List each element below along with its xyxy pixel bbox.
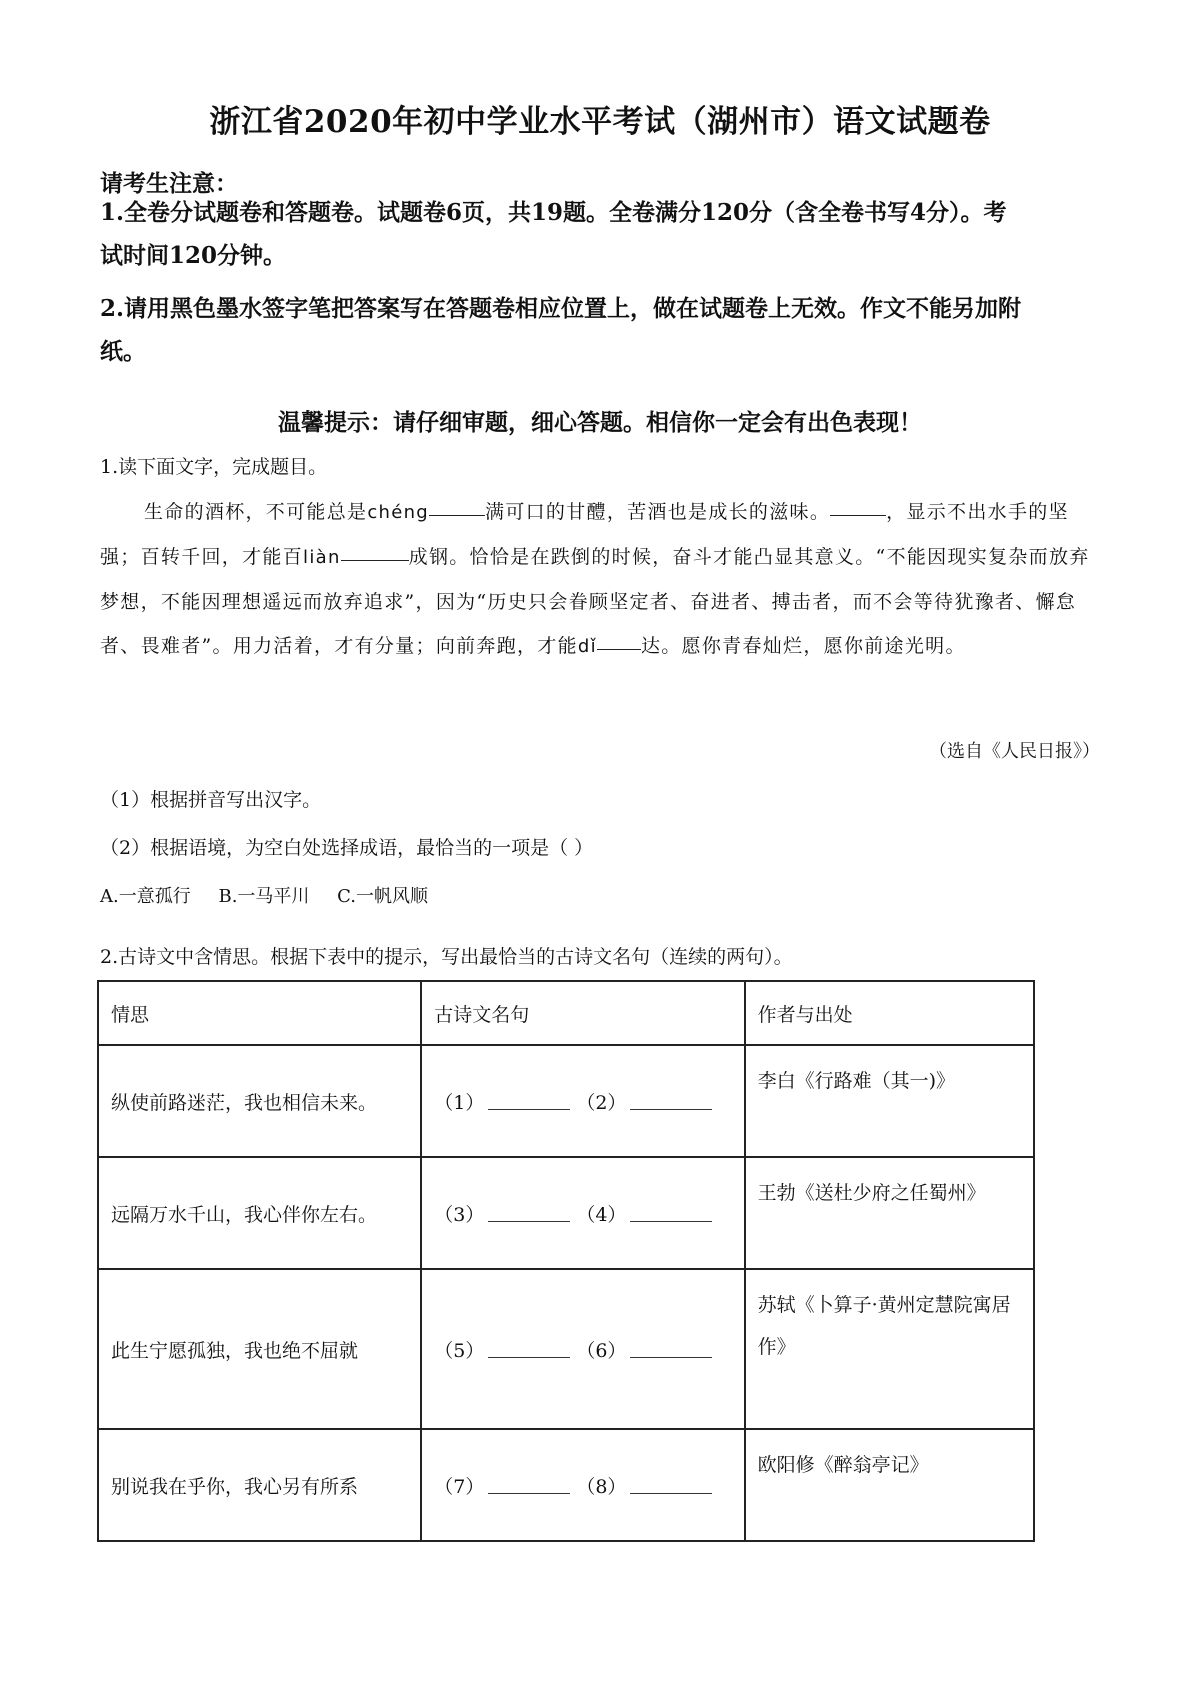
- row-verse: [421, 1045, 744, 1157]
- header-author: 作者与出处: [745, 981, 1034, 1045]
- notice-item-1-line-1: 1.全卷分试题卷和答题卷。试题卷6页，共19题。全卷满分120分（含全卷书写4分）。考: [100, 199, 1007, 226]
- row-feeling: 别说我在乎你，我心另有所系: [98, 1429, 421, 1541]
- row-verse: [421, 1429, 744, 1541]
- passage-text: ，显示不出水手的坚强；百转千回，才能百: [100, 501, 1069, 568]
- row-author: 王勃《送杜少府之任蜀州》: [745, 1157, 1034, 1269]
- notice-heading: 请考生注意：: [100, 170, 238, 197]
- question-1-sub-2: （2）根据语境，为空白处选择成语，最恰当的一项是（ ）: [100, 837, 594, 859]
- blank-number: （5）: [434, 1339, 485, 1362]
- table-header-row: [98, 981, 1034, 1045]
- poetry-table: [97, 980, 1035, 1542]
- passage-text: 满可口的甘醴，苦酒也是成长的滋味。: [485, 501, 831, 523]
- blank-line: [341, 559, 409, 561]
- blank-number: （1）: [434, 1091, 485, 1114]
- option-c: C.一帆风顺: [337, 886, 429, 907]
- passage-text: 达。愿你青春灿烂，愿你前途光明。: [640, 635, 966, 657]
- row-verse: [421, 1157, 744, 1269]
- answer-blank[interactable]: [630, 1356, 712, 1358]
- table-row: [98, 1429, 1034, 1541]
- page-title: 浙江省2020年初中学业水平考试（湖州市）语文试题卷: [209, 104, 991, 140]
- row-author: 苏轼《卜算子·黄州定慧院寓居作》: [745, 1269, 1034, 1429]
- row-author: 欧阳修《醉翁亭记》: [745, 1429, 1034, 1541]
- answer-blank[interactable]: [488, 1220, 570, 1222]
- header-verse: 古诗文名句: [421, 981, 744, 1045]
- option-b: B.一马平川: [218, 886, 310, 907]
- table-row: [98, 1157, 1034, 1269]
- row-author: 李白《行路难（其一)》: [745, 1045, 1034, 1157]
- passage-text: 生命的酒杯，不可能总是: [144, 501, 368, 523]
- row-feeling: 远隔万水千山，我心伴你左右。: [98, 1157, 421, 1269]
- blank-line: [597, 648, 641, 650]
- notice-item-1-line-2: 试时间120分钟。: [100, 242, 287, 269]
- answer-blank[interactable]: [488, 1108, 570, 1110]
- table-row: [98, 1269, 1034, 1429]
- answer-blank[interactable]: [488, 1356, 570, 1358]
- pinyin-3: dǐ: [577, 636, 597, 657]
- pinyin-2: liàn: [303, 547, 341, 568]
- blank-number: （7）: [434, 1475, 485, 1498]
- passage-text: 成钢。恰恰是在跌倒的时候，奋斗才能凸显其意义。“不能因现实复杂而放弃梦想，不能因理想遥远而放弃追求”，因为“历史只会眷顾坚定者、奋进者、搏击者，而不会等待犹豫者、懈怠者、畏难者”。用力活着，才有分量；向前奔跑，才能: [100, 546, 1090, 657]
- answer-blank[interactable]: [630, 1108, 712, 1110]
- question-1-sub-1: （1）根据拼音写出汉字。: [100, 789, 322, 811]
- question-1-options: [100, 882, 450, 908]
- question-2-prompt: 2.古诗文中含情思。根据下表中的提示，写出最恰当的古诗文名句（连续的两句）。: [100, 946, 793, 968]
- option-a: A.一意孤行: [100, 886, 191, 907]
- header-feeling: 情思: [98, 981, 421, 1045]
- passage-source: （选自《人民日报》）: [929, 741, 1100, 762]
- notice-item-2-line-2: 纸。: [100, 338, 146, 365]
- answer-blank[interactable]: [488, 1492, 570, 1494]
- question-1-prompt: 1.读下面文字，完成题目。: [100, 456, 328, 478]
- row-verse: [421, 1269, 744, 1429]
- notice-tip: 温馨提示：请仔细审题，细心答题。相信你一定会有出色表现！: [278, 409, 922, 436]
- answer-blank[interactable]: [630, 1492, 712, 1494]
- table-row: [98, 1045, 1034, 1157]
- question-1-passage: [100, 490, 1100, 669]
- blank-number: （3）: [434, 1203, 485, 1226]
- row-feeling: 此生宁愿孤独，我也绝不屈就: [98, 1269, 421, 1429]
- answer-blank[interactable]: [630, 1220, 712, 1222]
- blank-number: （2）: [576, 1091, 627, 1114]
- blank-line: [830, 514, 886, 516]
- row-feeling: 纵使前路迷茫，我也相信未来。: [98, 1045, 421, 1157]
- notice-item-2-line-1: 2.请用黑色墨水签字笔把答案写在答题卷相应位置上，做在试题卷上无效。作文不能另加附: [100, 295, 1022, 322]
- pinyin-1: chéng: [367, 502, 430, 523]
- blank-number: （8）: [576, 1475, 627, 1498]
- blank-number: （4）: [576, 1203, 627, 1226]
- blank-line: [429, 514, 485, 516]
- blank-number: （6）: [576, 1339, 627, 1362]
